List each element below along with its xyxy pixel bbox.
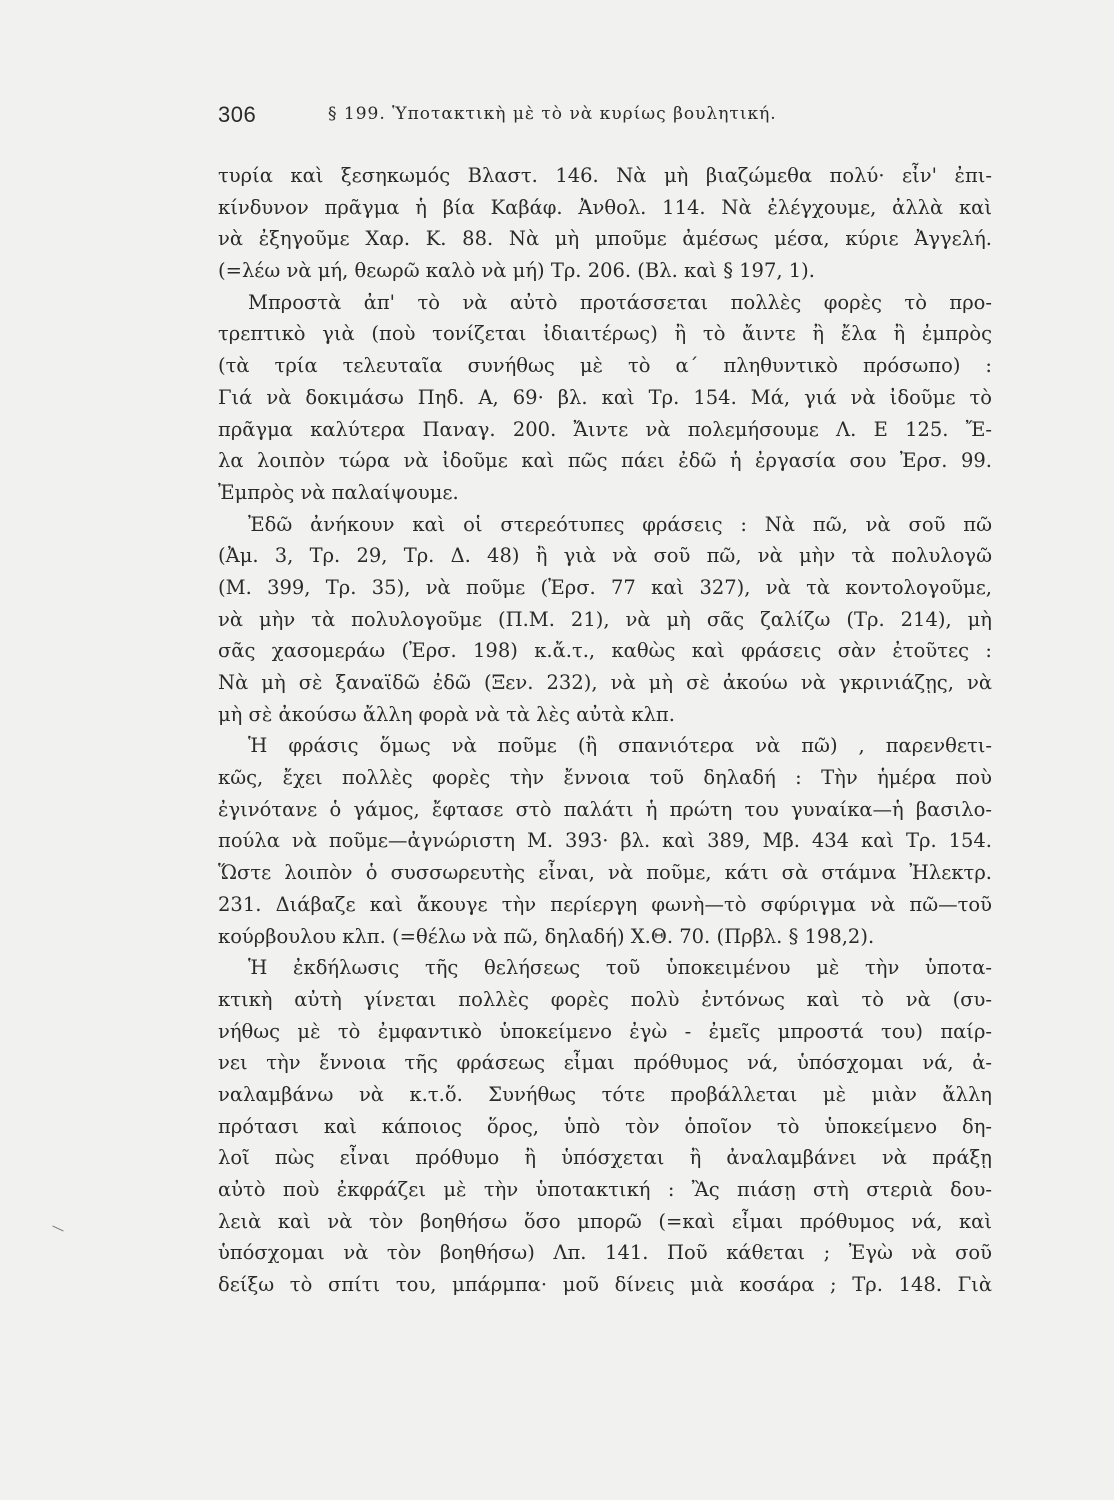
text-line: Ἡ ἐκδήλωσις τῆς θελήσεως τοῦ ὑποκειμένου μὲ τὴν ὑποτα-	[248, 956, 992, 980]
text-line: πρᾶγμα καλύτερα Παναγ. 200. Ἄιντε νὰ πολεμήσουμε Λ. Ε 125. Ἔ-	[218, 417, 992, 441]
text-line: ἐγινότανε ὁ γάμος, ἔφτασε στὸ παλάτι ἡ πρώτη του γυναίκα—ἡ βασιλο-	[218, 797, 992, 821]
text-line: νήθως μὲ τὸ ἐμφαντικὸ ὑποκείμενο ἐγὼ - ἐμεῖς μπροστά του) παίρ-	[218, 1019, 992, 1043]
text-line: (Ἀμ. 3, Τρ. 29, Τρ. Δ. 48) ἢ γιὰ νὰ σοῦ πῶ, νὰ μὴν τὰ πολυλογῶ	[218, 544, 992, 568]
text-line: (τὰ τρία τελευταῖα συνήθως μὲ τὸ α΄ πληθυντικὸ πρόσωπο) :	[218, 354, 992, 378]
text-line: δείξω τὸ σπίτι του, μπάρμπα· μοῦ δίνεις μιὰ κοσάρα ; Τρ. 148. Γιὰ	[218, 1273, 992, 1297]
text-line: κίνδυνον πρᾶγμα ἡ βία Καβάφ. Ἀνθολ. 114. Νὰ ἐλέγχουμε, ἀλλὰ καὶ	[218, 195, 992, 219]
body-text	[218, 160, 992, 1301]
text-line: μὴ σὲ ἀκούσω ἄλλη φορὰ νὰ τὰ λὲς αὐτὰ κλπ.	[218, 702, 675, 726]
text-line: κῶς, ἔχει πολλὲς φορὲς τὴν ἔννοια τοῦ δηλαδή : Τὴν ἡμέρα ποὺ	[218, 766, 992, 790]
text-line: λα λοιπὸν τώρα νὰ ἰδοῦμε καὶ πῶς πάει ἐδῶ ἡ ἐργασία σου Ἐρσ. 99.	[218, 449, 992, 473]
text-line: λοῖ πὼς εἶναι πρόθυμο ἢ ὑπόσχεται ἢ ἀναλαμβάνει νὰ πράξῃ	[218, 1146, 992, 1170]
text-line: τρεπτικὸ γιὰ (ποὺ τονίζεται ἰδιαιτέρως) ἢ τὸ ἄιντε ἢ ἔλα ἢ ἐμπρὸς	[218, 322, 992, 346]
text-line: Γιά νὰ δοκιμάσω Πηδ. Α, 69· βλ. καὶ Τρ. 154. Μά, γιά νὰ ἰδοῦμε τὸ	[218, 385, 992, 409]
page-number: 306	[218, 102, 257, 127]
text-line: Ὥστε λοιπὸν ὁ συσσωρευτὴς εἶναι, νὰ ποῦμε, κάτι σὰ στάμνα Ἠλεκτρ.	[218, 861, 992, 885]
text-line: λειὰ καὶ νὰ τὸν βοηθήσω ὅσο μπορῶ (=καὶ εἶμαι πρόθυμος νά, καὶ	[218, 1209, 992, 1233]
text-line: ναλαμβάνω νὰ κ.τ.ὅ. Συνήθως τότε προβάλλεται μὲ μιὰν ἄλλη	[218, 1082, 992, 1106]
text-line: πρότασι καὶ κάποιος ὅρος, ὑπὸ τὸν ὁποῖον τὸ ὑποκείμενο δη-	[218, 1114, 992, 1138]
text-line: νὰ μὴν τὰ πολυλογοῦμε (Π.Μ. 21), νὰ μὴ σᾶς ζαλίζω (Τρ. 214), μὴ	[218, 607, 992, 631]
text-line: νὰ ἐξηγοῦμε Χαρ. Κ. 88. Νὰ μὴ μποῦμε ἀμέσως μέσα, κύριε Ἀγγελή.	[218, 227, 992, 251]
text-line: ὑπόσχομαι νὰ τὸν βοηθήσω) Λπ. 141. Ποῦ κάθεται ; Ἐγὼ νὰ σοῦ	[218, 1241, 992, 1265]
text-line: Ἐδῶ ἀνήκουν καὶ οἱ στερεότυπες φράσεις : Νὰ πῶ, νὰ σοῦ πῶ	[248, 512, 992, 536]
text-line: (=λέω νὰ μή, θεωρῶ καλὸ νὰ μή) Τρ. 206. (Βλ. καὶ § 197, 1).	[218, 259, 815, 283]
text-line: Ἐμπρὸς νὰ παλαίψουμε.	[218, 480, 459, 504]
text-line: (Μ. 399, Τρ. 35), νὰ ποῦμε (Ἐρσ. 77 καὶ 327), νὰ τὰ κοντολογοῦμε,	[218, 575, 992, 599]
text-line: κτικὴ αὐτὴ γίνεται πολλὲς φορὲς πολὺ ἐντόνως καὶ τὸ νὰ (συ-	[218, 987, 992, 1011]
text-line: τυρία καὶ ξεσηκωμός Βλαστ. 146. Νὰ μὴ βιαζώμεθα πολύ· εἶν' ἐπι-	[218, 164, 992, 187]
page-header	[218, 100, 998, 134]
text-line: σᾶς χασομεράω (Ἐρσ. 198) κ.ἄ.τ., καθὼς καὶ φράσεις σὰν ἐτοῦτες :	[218, 639, 992, 663]
text-line: αὐτὸ ποὺ ἐκφράζει μὲ τὴν ὑποτακτική : Ἂς πιάσῃ στὴ στεριὰ δου-	[218, 1178, 992, 1201]
margin-mark	[52, 1226, 63, 1232]
text-line: πούλα νὰ ποῦμε—ἀγνώριστη Μ. 393· βλ. καὶ 389, Μβ. 434 καὶ Τρ. 154.	[218, 829, 992, 853]
text-line: Μπροστὰ ἀπ' τὸ νὰ αὐτὸ προτάσσεται πολλὲς φορὲς τὸ προ-	[248, 290, 992, 314]
text-line: Νὰ μὴ σὲ ξαναϊδῶ ἐδῶ (Ξεν. 232), νὰ μὴ σὲ ἀκούω νὰ γκρινιάζῃς, νὰ	[218, 671, 992, 694]
text-line: νει τὴν ἔννοια τῆς φράσεως εἶμαι πρόθυμος νά, ὑπόσχομαι νά, ἀ-	[218, 1051, 992, 1075]
running-head: § 199. Ὑποτακτικὴ μὲ τὸ νὰ κυρίως βουλητική.	[328, 104, 777, 124]
text-line: κούρβουλου κλπ. (=θέλω νὰ πῶ, δηλαδή) Χ.Θ. 70. (Πρβλ. § 198,2).	[218, 924, 875, 948]
text-line: Ἡ φράσις ὅμως νὰ ποῦμε (ἢ σπανιότερα νὰ πῶ) , παρενθετι-	[248, 734, 992, 758]
text-line: 231. Διάβαζε καὶ ἄκουγε τὴν περίεργη φωνὴ—τὸ σφύριγμα νὰ πῶ—τοῦ	[218, 892, 992, 916]
